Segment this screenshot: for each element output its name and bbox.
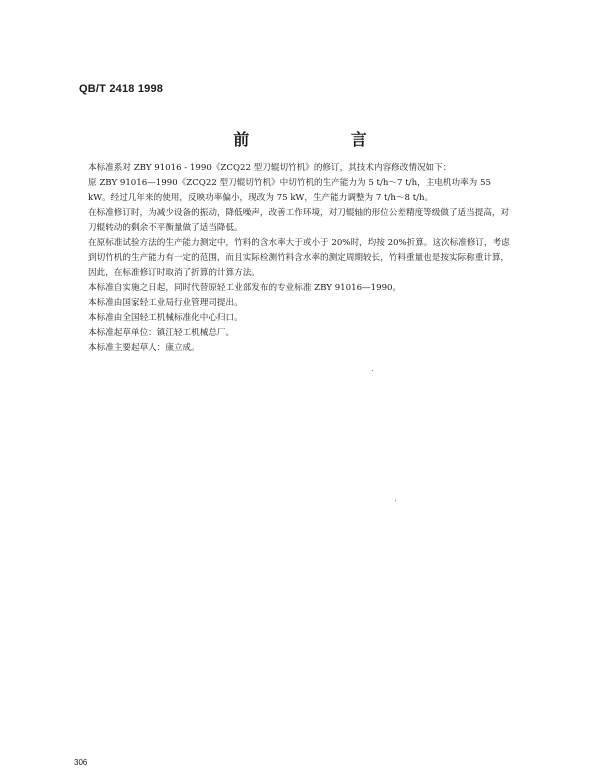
paragraph-revision-intro: 本标准系对 ZBY 91016 - 1990《ZCQ22 型刀辊切竹机》的修订，其技术内容修改情况如下：	[88, 163, 452, 173]
paragraph-test-method: 在原标准试验方法的生产能力测定中，竹料的含水率大于或小于 20%时，均按 20%折算。这次标准修订，考虑到切竹机的生产能力有一定的范围，而且实际检测竹料含水率的测定周期较长，竹料重量也是按实际称重计算，因此，在标准修订时取消了折算的计算方法。	[88, 238, 510, 278]
paragraph-centralized-by: 本标准由全国轻工机械标准化中心归口。	[88, 313, 243, 323]
paragraph-replacement: 本标准自实施之日起，同时代替原轻工业部发布的专业标准 ZBY 91016—1990。	[88, 283, 402, 293]
scan-speck	[372, 370, 373, 371]
page-title: 前 言	[233, 130, 415, 149]
standard-code: QB/T 2418 1998	[79, 83, 164, 95]
paragraph-drafter: 本标准主要起草人：康立成。	[88, 343, 200, 353]
paragraph-capacity-change: 原 ZBY 91016—1990《ZCQ22 型刀辊切竹机》中切竹机的生产能力为 5 t/h～7 t/h，主电机功率为 55 kW。经过几年来的使用，反映功率偏小，现改为 75 kW，生产能力调整为 7 t/h～8 t/h。	[88, 178, 491, 203]
paragraph-vibration-reduction: 在标准修订时，为减少设备的振动，降低噪声，改善工作环境，对刀辊轴的形位公差精度等级做了适当提高，对刀辊转动的剩余不平衡量做了适当降低。	[88, 208, 510, 233]
scan-speck	[395, 500, 396, 501]
foreword-body	[88, 161, 516, 356]
page-number: 306	[74, 758, 88, 767]
paragraph-proposed-by: 本标准由国家轻工业局行业管理司提出。	[88, 298, 243, 308]
paragraph-drafting-unit: 本标准起草单位：镇江轻工机械总厂。	[88, 328, 235, 338]
